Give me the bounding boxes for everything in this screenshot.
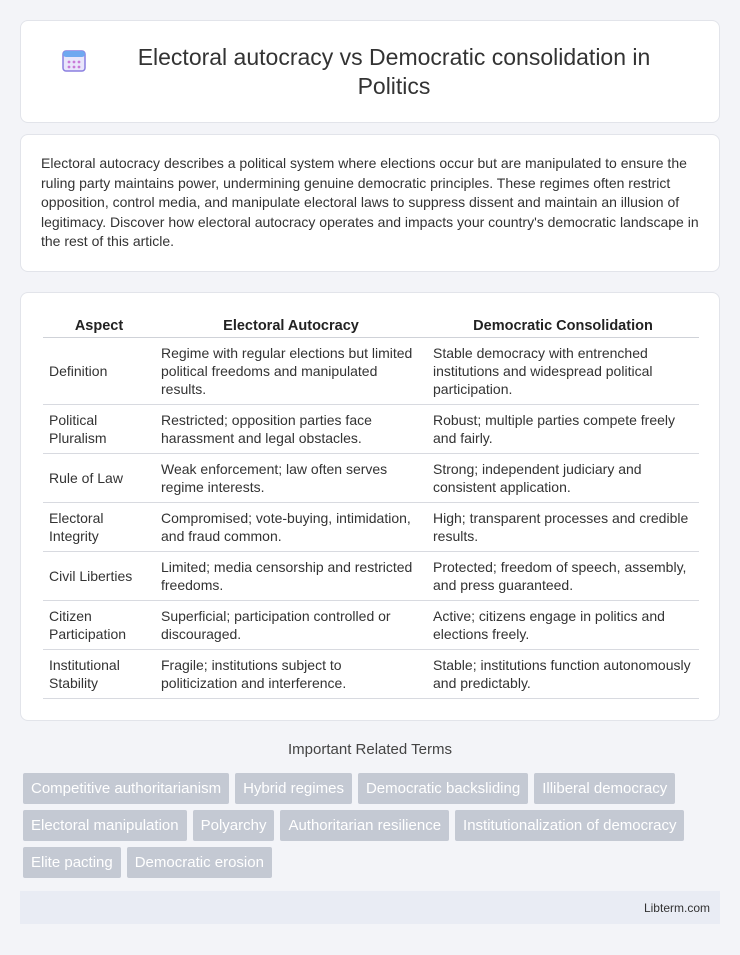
- row-electoral-autocracy: Compromised; vote-buying, intimidation, and fraud common.: [155, 503, 427, 552]
- row-aspect: Rule of Law: [43, 454, 155, 503]
- header-democratic-consolidation: Democratic Consolidation: [427, 313, 699, 338]
- related-term-tag[interactable]: Competitive authoritarianism: [23, 773, 229, 804]
- related-term-tag[interactable]: Institutionalization of democracy: [455, 810, 684, 841]
- row-democratic-consolidation: Robust; multiple parties compete freely and fairly.: [427, 405, 699, 454]
- title-wrap: [61, 43, 679, 101]
- row-electoral-autocracy: Superficial; participation controlled or discouraged.: [155, 601, 427, 650]
- row-electoral-autocracy: Limited; media censorship and restricted freedoms.: [155, 552, 427, 601]
- table-row: [43, 405, 699, 454]
- related-term-tag[interactable]: Authoritarian resilience: [280, 810, 449, 841]
- footer: [20, 891, 720, 924]
- related-term-tag[interactable]: Illiberal democracy: [534, 773, 675, 804]
- calendar-icon: [61, 47, 87, 73]
- row-electoral-autocracy: Weak enforcement; law often serves regime interests.: [155, 454, 427, 503]
- row-democratic-consolidation: Protected; freedom of speech, assembly, and press guaranteed.: [427, 552, 699, 601]
- comparison-table: [43, 313, 699, 699]
- footer-site-link[interactable]: Libterm.com: [643, 900, 710, 915]
- row-aspect: Definition: [43, 338, 155, 405]
- row-democratic-consolidation: High; transparent processes and credible results.: [427, 503, 699, 552]
- row-aspect: Electoral Integrity: [43, 503, 155, 552]
- row-democratic-consolidation: Stable; institutions function autonomously and predictably.: [427, 650, 699, 699]
- related-term-tag[interactable]: Elite pacting: [23, 847, 121, 878]
- table-row: [43, 601, 699, 650]
- title-card: [20, 20, 720, 123]
- row-democratic-consolidation: Active; citizens engage in politics and elections freely.: [427, 601, 699, 650]
- related-term-tag[interactable]: Polyarchy: [193, 810, 275, 841]
- row-aspect: Civil Liberties: [43, 552, 155, 601]
- row-electoral-autocracy: Fragile; institutions subject to politicization and interference.: [155, 650, 427, 699]
- table-row: [43, 338, 699, 405]
- table-row: [43, 503, 699, 552]
- row-aspect: Citizen Participation: [43, 601, 155, 650]
- table-row: [43, 650, 699, 699]
- comparison-card: [20, 292, 720, 721]
- header-aspect: Aspect: [43, 313, 155, 338]
- related-term-tag[interactable]: Hybrid regimes: [235, 773, 352, 804]
- intro-card: [20, 134, 720, 272]
- related-term-tag[interactable]: Democratic erosion: [127, 847, 272, 878]
- page-title: Electoral autocracy vs Democratic consolidation in Politics: [137, 43, 651, 99]
- table-row: [43, 454, 699, 503]
- related-term-tag[interactable]: Democratic backsliding: [358, 773, 528, 804]
- row-electoral-autocracy: Regime with regular elections but limited political freedoms and manipulated results.: [155, 338, 427, 405]
- row-electoral-autocracy: Restricted; opposition parties face harassment and legal obstacles.: [155, 405, 427, 454]
- header-electoral-autocracy: Electoral Autocracy: [155, 313, 427, 338]
- row-democratic-consolidation: Strong; independent judiciary and consistent application.: [427, 454, 699, 503]
- related-terms-list: [23, 773, 723, 884]
- related-term-tag[interactable]: Electoral manipulation: [23, 810, 187, 841]
- intro-paragraph: Electoral autocracy describes a political system where elections occur but are manipulated to ensure the ruling party maintains power, undermining genuine democratic principles. These regimes often restrict opposition, control media, and manipulate electoral laws to suppress dissent and maintain an illusion of legitimacy. Discover how electoral autocracy operates and impacts your country's democratic landscape in the rest of this article.: [41, 155, 699, 250]
- row-aspect: Political Pluralism: [43, 405, 155, 454]
- table-header-row: [43, 313, 699, 338]
- row-democratic-consolidation: Stable democracy with entrenched institutions and widespread political participation.: [427, 338, 699, 405]
- row-aspect: Institutional Stability: [43, 650, 155, 699]
- table-row: [43, 552, 699, 601]
- related-terms-heading: Important Related Terms: [288, 741, 452, 758]
